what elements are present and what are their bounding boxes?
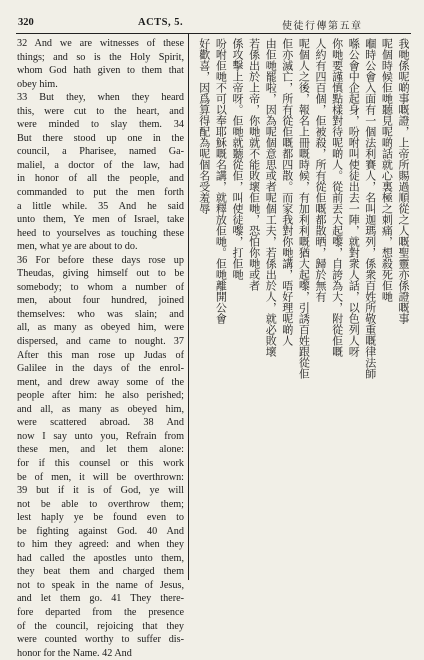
- english-text-line: But there stood up one in the: [17, 132, 184, 144]
- english-text-line: were scattered abroad. 38 And: [17, 417, 184, 429]
- chinese-text-column-line: 呢個時候佢哋聽見呢啲話就心裏極之刺痛，想殺死佢哋: [380, 38, 394, 302]
- chinese-text-column-line: 吩咐佢哋不可以奉耶穌嘅名講，就釋放佢哋。佢哋離開公會: [214, 38, 228, 324]
- chinese-text-column-line: 喺公會中企起身，吩咐叫使徒出去一陣，就對衆人話，以色列人呀: [347, 38, 361, 357]
- english-text-line: men, about four hundred, joined: [17, 295, 184, 307]
- chinese-text-column: [196, 38, 410, 578]
- header-rule: [16, 33, 411, 34]
- chinese-text-column-line: 我哋係呢啲事嘅證，上帝所賜過順從之人嘅聖靈亦係證嘅事: [397, 38, 410, 324]
- english-text-line: lest haply ye be found even to: [17, 512, 184, 524]
- english-text-line: maliel, a doctor of the law, had: [17, 159, 184, 171]
- english-text-line: these men, and let them alone:: [17, 444, 184, 456]
- english-text-line: this, were cut to the heart, and: [17, 105, 184, 117]
- english-text-line: had called the apostles unto them,: [17, 552, 184, 564]
- english-text-line: and let them go. 41 They there-: [17, 593, 184, 605]
- english-text-line: fore departed from the presence: [17, 606, 184, 618]
- chinese-text-column-line: 嗰時公會入面有一個法利賽人，名叫迦瑪列，係衆百姓所敬重嘅律法師: [363, 38, 377, 379]
- english-text-line: ment, and drew away some of the: [17, 376, 184, 388]
- chinese-running-title: 使徒行傳第五章: [282, 21, 363, 32]
- chinese-text-column-line: 若係出於上帝，你哋就不能敗壞佢哋，恐怕你哋或者: [247, 38, 261, 291]
- english-text-line: dispersed, and came to nought. 37: [17, 336, 184, 348]
- chinese-text-column-line: 佢亦滅亡，所有從佢嘅都四散。而家我對你哋講，唔好理呢啲人: [280, 38, 294, 346]
- english-text-line: Theudas, giving himself out to be: [17, 268, 184, 280]
- english-text-line: men, what ye are about to do.: [17, 241, 138, 253]
- english-text-line: After this man rose up Judas of: [17, 349, 184, 361]
- english-text-line: 39 but if it is of God, ye will: [17, 485, 184, 497]
- english-text-line: to him they agreed: and when they: [17, 539, 184, 551]
- page-number: 320: [18, 17, 34, 28]
- english-text-line: whom God hath given to them that: [17, 65, 184, 77]
- chinese-text-column-line: 人約有四百個，佢被殺，所有從佢嘅都散晒，歸於無有: [314, 38, 327, 302]
- english-text-line: and all, as many as obeyed him,: [17, 403, 184, 415]
- english-text-line: unto them, Ye men of Israel, take: [17, 214, 184, 226]
- running-title: ACTS, 5.: [138, 17, 184, 28]
- english-text-line: themselves: who was slain; and: [17, 308, 184, 320]
- english-text-line: obey him.: [17, 78, 58, 90]
- english-text-line: 33 But they, when they heard: [17, 92, 184, 104]
- chinese-text-column-line: 好歡喜，因爲算得配為呢個名受羞辱: [197, 38, 211, 214]
- english-text-line: not to speak in the name of Jesus,: [17, 579, 184, 591]
- english-text-line: a little while. 35 And he said: [17, 200, 184, 212]
- english-text-line: of the council, rejoicing that they: [17, 620, 184, 632]
- chinese-text-column-line: 係攻擊上帝呀。佢哋就聽從佢，叫使徒嚟，打佢哋: [231, 38, 244, 280]
- english-text-line: they beat them and charged them: [17, 566, 184, 578]
- english-text-line: council, a Pharisee, named Ga-: [17, 146, 184, 158]
- english-text-line: be of men, it will be overthrown:: [17, 471, 184, 483]
- english-text-line: for if this counsel or this work: [17, 457, 184, 469]
- english-text-column: [17, 37, 184, 660]
- english-text-line: Galilee in the days of the enrol-: [17, 363, 184, 375]
- english-text-line: were minded to slay them. 34: [17, 119, 184, 131]
- english-text-line: people after him: he also perished;: [17, 390, 184, 402]
- column-divider: [188, 33, 189, 580]
- english-text-line: not be able to overthrow them;: [17, 498, 184, 510]
- chinese-text-column-line: 呢個人之後，報名上冊嘅時候，有加利利嘅猶大起嚟，引誘百姓跟從佢: [297, 38, 311, 379]
- english-text-line: heed to yourselves as touching these: [17, 227, 184, 239]
- english-text-line: now I say unto you, Refrain from: [17, 430, 184, 442]
- chinese-text-column-line: 你哋要謹慎點樣對待呢啲人。從前丟大起嚟，自誇為大，附從佢嘅: [330, 38, 344, 357]
- english-text-line: in honor of all the people, and: [17, 173, 184, 185]
- english-text-line: honor for the Name. 42 And: [17, 647, 132, 659]
- english-text-line: 36 For before these days rose up: [17, 254, 184, 266]
- english-text-line: 32 And we are witnesses of these: [17, 38, 184, 49]
- english-text-line: all, as many as obeyed him, were: [17, 322, 184, 334]
- english-text-line: were counted worthy to suffer dis-: [17, 634, 184, 646]
- english-text-line: things; and so is the Holy Spirit,: [17, 51, 184, 63]
- english-text-line: commanded to put the men forth: [17, 187, 184, 199]
- english-text-line: be fighting against God. 40 And: [17, 525, 184, 537]
- chinese-text-column-line: 由佢哋罷啦，因為呢個意思或者呢個工夫，若係出於人，就必敗壞: [264, 38, 278, 357]
- english-text-line: somebody; to whom a number of: [17, 281, 184, 293]
